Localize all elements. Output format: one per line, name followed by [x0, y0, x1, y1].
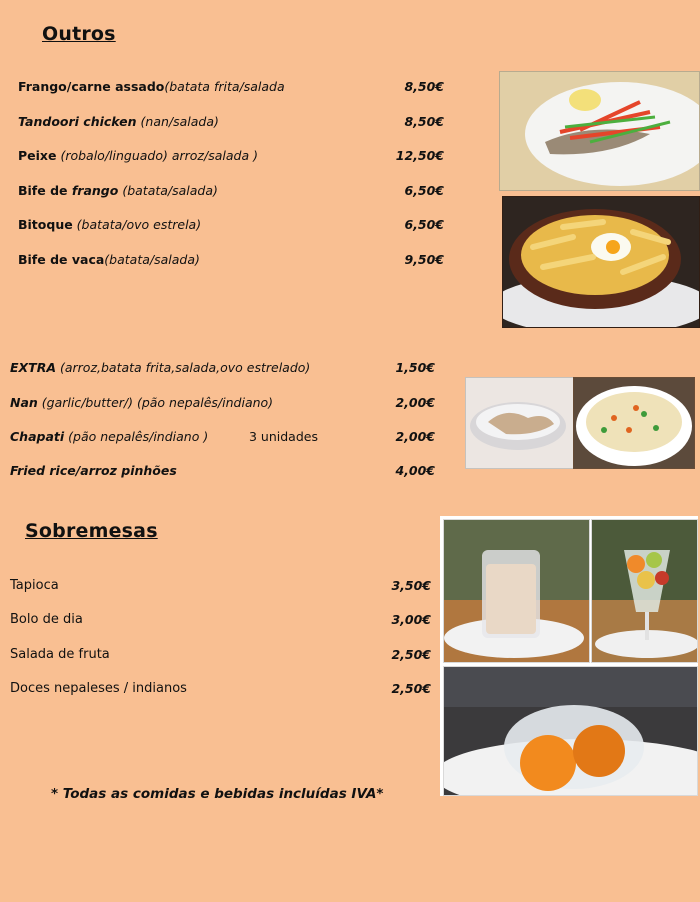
- extra-item-name: Fried rice/arroz pinhões: [10, 463, 177, 478]
- dessert-item-price: 2,50€: [391, 681, 431, 696]
- vat-included-note: * Todas as comidas e bebidas incluídas IVA*: [51, 786, 384, 802]
- menu-item-name: Peixe (robalo/linguado) arroz/salada ): [18, 148, 258, 163]
- bitoque-photo: [502, 196, 700, 328]
- dessert-item-name: Bolo de dia: [10, 612, 83, 627]
- extra-item-name: Nan (garlic/butter/) (pão nepalês/indiano): [10, 395, 274, 410]
- extra-item-price: 2,00€: [395, 395, 435, 410]
- extra-item-price: 2,00€: [395, 429, 435, 444]
- menu-item-price: 9,50€: [404, 252, 444, 267]
- extra-item-price: 1,50€: [395, 360, 435, 375]
- menu-item-name: Bife de frango (batata/salada): [18, 183, 218, 198]
- menu-item-name: Bitoque (batata/ovo estrela): [18, 217, 202, 232]
- menu-item-price: 6,50€: [404, 183, 444, 198]
- menu-item-price: 6,50€: [404, 217, 444, 232]
- menu-item-name: Bife de vaca(batata/salada): [18, 252, 200, 267]
- fruit-salad-photo: [591, 519, 698, 663]
- dessert-item-name: Salada de fruta: [10, 647, 110, 662]
- extra-item-quantity: 3 unidades: [249, 429, 318, 444]
- menu-item-name: Frango/carne assado(batata frita/salada: [18, 79, 285, 94]
- section-title-outros: Outros: [42, 23, 116, 45]
- menu-item-price: 12,50€: [395, 148, 444, 163]
- dessert-item-name: Doces nepaleses / indianos: [10, 681, 187, 696]
- extra-item-price: 4,00€: [395, 463, 435, 478]
- nan-photo: [465, 377, 574, 469]
- fish-dish-photo: [499, 71, 700, 191]
- section-title-sobremesas: Sobremesas: [25, 520, 158, 542]
- menu-item-name: Tandoori chicken (nan/salada): [18, 114, 219, 129]
- gulab-jamun-photo: [443, 666, 698, 796]
- extra-item-name: Chapati (pão nepalês/indiano ): [10, 429, 209, 444]
- menu-item-price: 8,50€: [404, 114, 444, 129]
- dessert-item-name: Tapioca: [10, 578, 59, 593]
- tapioca-photo: [443, 519, 590, 663]
- dessert-item-price: 3,50€: [391, 578, 431, 593]
- menu-item-price: 8,50€: [404, 79, 444, 94]
- dessert-item-price: 3,00€: [391, 612, 431, 627]
- extra-item-name: EXTRA (arroz,batata frita,salada,ovo estrelado): [10, 360, 311, 375]
- fried-rice-photo: [573, 377, 695, 469]
- dessert-item-price: 2,50€: [391, 647, 431, 662]
